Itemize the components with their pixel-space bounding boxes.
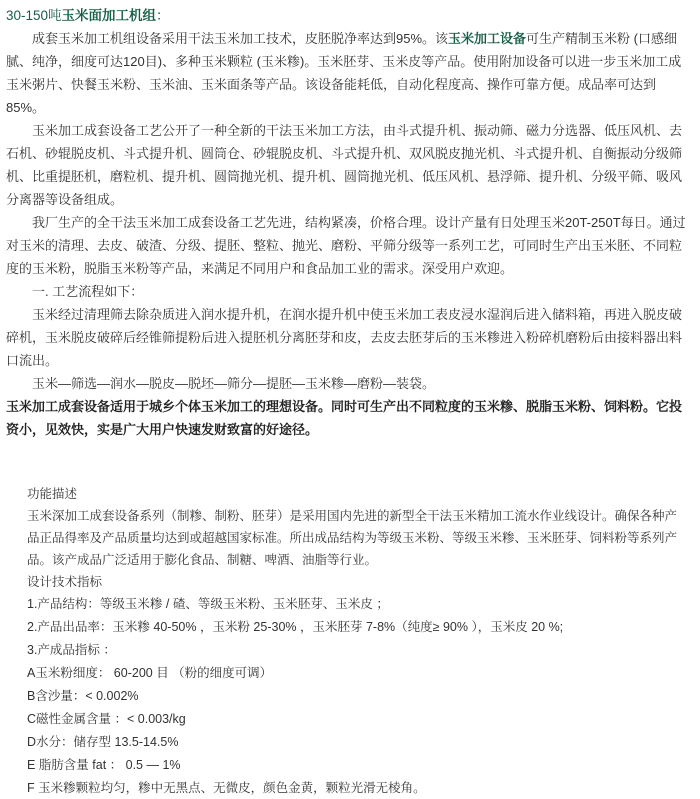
spec-item-sand-content: B含沙量：< 0.002%: [27, 689, 139, 703]
spec-section: [27, 483, 684, 799]
spec-item-finished-product-index: 3.产成品指标 ：: [27, 643, 116, 657]
intro-p1-text-after: 可生产精制玉米粉 (口感细腻、纯净，细度可达120目)、多种玉米颗粒 (玉米糁)。玉米胚芽、玉米皮等产品。使用附加设备可以进一步玉米加工成玉米粥片、快餐玉米粉、玉米油、玉米面条等产品。该设备能耗低，自动化程度高、操作可靠方便。成品率可达到85%。: [6, 31, 682, 115]
spec-item-yield-rate: 2.产品出品率：玉米糁 40-50% ，玉米粉 25-30% ，玉米胚芽 7-8%（纯度≥ 90% ），玉米皮 20 %;: [27, 620, 564, 634]
intro-paragraph-1: [6, 27, 692, 119]
intro-section: [6, 4, 692, 441]
spec-item-moisture: D水分：储存型 13.5-14.5%: [27, 735, 179, 749]
process-heading: 一. 工艺流程如下：: [32, 284, 144, 299]
process-flow-line: 玉米—筛选—润水—脱皮—脱坯—筛分—提胚—玉米糁—磨粉—装袋。: [32, 376, 436, 391]
spec-item-grain-appearance: F 玉米糁颗粒均匀，糁中无黑点、无微皮，颜色金黄，颗粒光滑无棱角。: [27, 781, 426, 795]
spec-item-flour-fineness: A玉米粉细度： 60-200 目 （粉的细度可调）: [27, 666, 273, 680]
spec-item-magnetic-metal-content: C磁性金属含量 ：< 0.003/kg: [27, 712, 186, 726]
intro-paragraph-2-equipment-list: 玉米加工成套设备工艺公开了一种全新的干法玉米加工方法，由斗式提升机、振动筛、磁力分选器、低压风机、去石机、砂辊脱皮机、斗式提升机、圆筒仓、砂辊脱皮机、斗式提升机、双风脱皮抛光机、斗式提升机、自衡振动分级筛机、比重提胚机，磨粒机、提升机、圆筒抛光机、提升机、圆筒抛光机、低压风机、悬浮筛、提升机、分级平筛、吸风分离器等设备组成。: [6, 123, 683, 207]
function-description: 玉米深加工成套设备系列（制糁、制粉、胚芽）是采用国内先进的新型全干法玉米精加工流水作业线设计。确保各种产品正品得率及产品质量均达到或超越国家标准。所出成品结构为等级玉米粉、等级玉米糁、玉米胚芽、饲料粉等系列产品。该产成品广泛适用于膨化食品、制糖、啤酒、油脂等行业。: [27, 509, 678, 567]
process-description: 玉米经过清理筛去除杂质进入润水提升机，在润水提升机中使玉米加工表皮浸水湿润后进入储料箱，再进入脱皮破碎机，玉米脱皮破碎后经锥筛提粉后进入提胚机分离胚芽和皮，去皮去胚芽后的玉米糁进入粉碎机磨粉后由接料器出料口流出。: [6, 307, 683, 368]
spec-item-product-structure: 1.产品结构：等级玉米糁 / 碴、等级玉米粉、玉米胚芽、玉米皮 ；: [27, 597, 389, 611]
intro-p1-text-before: 成套玉米加工机组设备采用干法玉米加工技术，皮胚脱净率达到95%。该: [32, 31, 449, 46]
spec-heading: 设计技术指标: [27, 575, 103, 589]
title-prefix: 30-150吨: [6, 8, 62, 23]
function-heading: 功能描述: [27, 487, 78, 501]
spec-item-fat-content: E 脂肪含量 fat ： 0.5 — 1%: [27, 758, 181, 772]
intro-p1-keyword: 玉米加工设备: [448, 31, 527, 46]
title-colon: ：: [156, 8, 170, 23]
intro-paragraph-3-factory: 我厂生产的全干法玉米加工成套设备工艺先进，结构紧凑，价格合理。设计产量有日处理玉米20T-250T每日。通过对玉米的清理、去皮、破渣、分级、提胚、整粒、抛光、磨粉、平筛分级等一系列工艺，可同时生产出玉米胚、不同粒度的玉米粉，脱脂玉米粉等产品，来满足不同用户和食品加工业的需求。深受用户欢迎。: [6, 215, 686, 276]
page-title: [6, 4, 692, 27]
suitability-summary: 玉米加工成套设备适用于城乡个体玉米加工的理想设备。同时可生产出不同粒度的玉米糁、脱脂玉米粉、饲料粉。它投资小，见效快，实是广大用户快速发财致富的好途径。: [6, 399, 683, 437]
title-keyword: 玉米面加工机组: [61, 8, 157, 23]
